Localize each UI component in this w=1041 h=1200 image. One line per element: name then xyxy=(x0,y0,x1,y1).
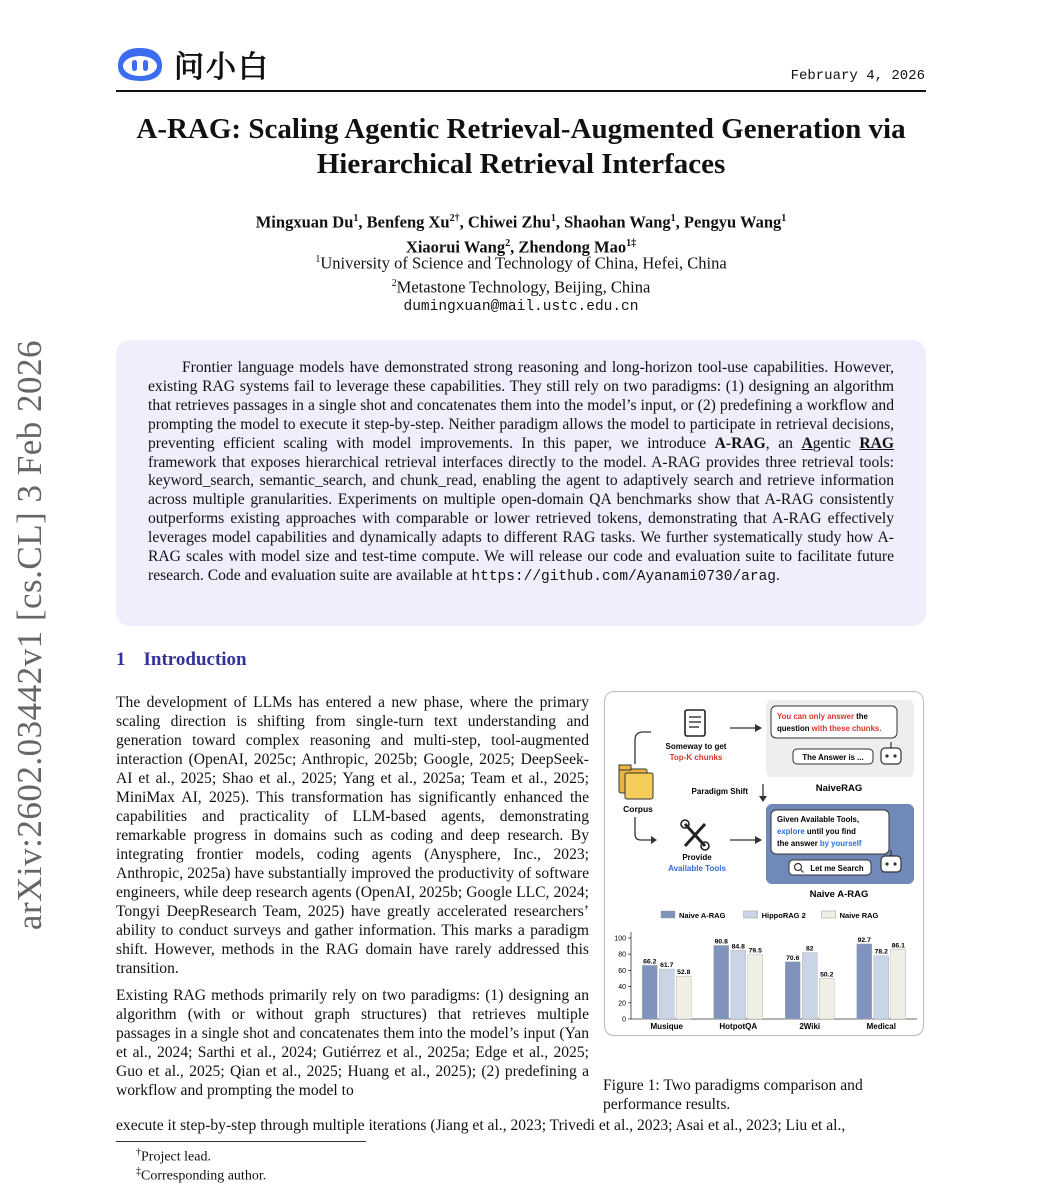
x-category-label: Medical xyxy=(866,1022,896,1031)
abstract-box xyxy=(116,340,926,626)
author-name: Xiaorui Wang xyxy=(405,237,506,256)
author-name: Benfeng Xu xyxy=(366,212,450,232)
bar xyxy=(714,945,729,1019)
bar xyxy=(857,944,872,1019)
figure-svg xyxy=(605,692,925,1037)
bar-value-label: 50.2 xyxy=(820,971,834,979)
author-name: Pengyu Wang xyxy=(683,212,782,232)
footnote-mark: † xyxy=(136,1147,141,1158)
bar-value-label: 66.2 xyxy=(643,958,657,966)
bar-value-label: 86.1 xyxy=(891,942,905,950)
section-title: Introduction xyxy=(143,649,247,670)
agentic-bubble-line1: Given Available Tools, xyxy=(777,815,860,824)
footnote-text: Corresponding author. xyxy=(141,1168,267,1184)
code-url-link[interactable]: https://github.com/Ayanami0730/arag xyxy=(471,568,776,585)
contact-email: dumingxuan@mail.ustc.edu.cn xyxy=(403,299,639,315)
bar xyxy=(642,965,657,1019)
agentic-bubble-line2: explore until you find xyxy=(777,827,856,836)
y-tick-label: 100 xyxy=(614,935,626,943)
abstract-part: framework that exposes hierarchical retrieval interfaces directly to the model. A-RAG provides three retrieval tools: keyword_search, semantic_search, and chunk_read, enabling the agent to adaptively search and retrieve information across multiple granularities. Experiments on multiple open-domain QA benchmarks show that A-RAG consistently outperforms existing approaches with comparable or lower retrieved tokens, demonstrating that A-RAG effectively leverages model capabilities and dynamically adapts to different RAG tasks. We further systematically study how A-RAG scales with model size and test-time compute. We will release our code and evaluation suite to facilitate future research. Code and evaluation suite are available at xyxy=(148,453,894,584)
affiliation-sup: 2 xyxy=(391,277,397,289)
bar-value-label: 79.5 xyxy=(748,947,762,955)
bar-value-label: 92.7 xyxy=(857,936,871,944)
corpus-label: Corpus xyxy=(623,804,653,814)
bar-value-label: 84.8 xyxy=(731,943,745,951)
author-sup: 2 xyxy=(505,237,511,249)
logo-mark-icon xyxy=(116,44,164,84)
author-name: Zhendong Mao xyxy=(518,237,627,256)
paper-title xyxy=(116,112,926,182)
author-line-1: Mingxuan Du$^1$, Benfeng $Xu^{2\dagger}$, Chiwei Zhu$^1$, Shaohan Wang$^1$, Pengyu Wang$^1$ xyxy=(255,212,787,232)
document-icon xyxy=(685,710,705,736)
tools-line1: Provide xyxy=(682,853,712,862)
author-sup: 1 xyxy=(550,213,556,224)
bar-value-label: 78.2 xyxy=(874,948,888,956)
section-number: 1 xyxy=(116,649,126,670)
legend-label: Naive RAG xyxy=(839,911,879,920)
paradigm-shift-label: Paradigm Shift xyxy=(691,787,748,796)
agentic-search-text: Let me Search xyxy=(810,864,864,873)
y-tick-label: 80 xyxy=(618,951,626,959)
agentic-bubble-line3: the answer by yourself xyxy=(777,839,862,848)
footnote-2 xyxy=(136,1166,266,1185)
arxiv-stamp: arXiv:2602.03442v1 [cs.CL] 3 Feb 2026 xyxy=(10,339,49,931)
tools-icon xyxy=(681,820,709,850)
body-paragraph-1: The development of LLMs has entered a new phase, where the primary scaling direction is shifting from single-turn text understanding and generation toward complex reasoning and multi-step, tool-augmented interaction (OpenAI, 2025c; Anthropic, 2025b; Google, 2025; DeepSeek-AI et al., 2025; Shao et al., 2025; Yang et al., 2025a; Team et al., 2025; MiniMax AI, 2025). This transformation has significantly enhanced the capabilities and practicality of LLM-based agents, demonstrating remarkable progress in domains such as coding and deep research. By integrating frontier models, coding agents (Anysphere, Inc., 2023; Anthropic, 2025a) have substantially improved the productivity of software engineers, while deep research agents (OpenAI, 2025b; Google LLC, 2024; Tongyi DeepResearch Team, 2025) have greatly accelerated researchers’ ability to conduct surveys and gather information. This marks a paradigm shift. However, methods in the RAG domain have rarely addressed this transition. xyxy=(116,694,589,977)
corpus-folder-icon xyxy=(619,765,653,799)
naive-bubble-line1: You can only answer the xyxy=(777,712,868,721)
bar-value-label: 90.8 xyxy=(714,938,728,946)
author-sup: 2† xyxy=(449,213,460,224)
naive-rag-label: NaiveRAG xyxy=(815,783,863,794)
bar-value-label: 82 xyxy=(805,945,814,953)
abstract-part: Frontier language models have demonstrated strong reasoning and long-horizon tool-use capabilities. However, existing RAG systems fail to leverage these capabilities. They still rely on two paradigms: (1) designing an algorithm that retrieves passages in a single shot and concatenates them into the model’s input, or (2) predefining a workflow and prompting the model to execute it step-by-step. Neither paradigm allows the model to participate in retrieval decisions, preventing efficient scaling with model improvements. In this paper, we introduce xyxy=(148,359,894,452)
y-tick-label: 20 xyxy=(618,1000,626,1008)
legend-swatch xyxy=(661,911,675,918)
title-line-2: Hierarchical Retrieval Interfaces xyxy=(316,148,726,180)
footnote-mark: ‡ xyxy=(136,1166,141,1177)
affiliation-2 xyxy=(116,274,926,298)
app-logo xyxy=(116,44,270,84)
affiliation-text: Metastone Technology, Beijing, China xyxy=(396,277,651,296)
bar-value-label: 61.7 xyxy=(660,962,674,970)
author-name: Chiwei Zhu xyxy=(467,212,551,232)
bar xyxy=(891,949,906,1019)
bar xyxy=(659,969,674,1019)
bar xyxy=(819,978,834,1019)
author-line-2: Xiaorui Wang$^2$, Zhendong Mao$^{1\ddagger}$ xyxy=(405,237,637,256)
bar xyxy=(731,950,746,1019)
author-sup: 1‡ xyxy=(626,237,637,249)
author-sup: 1 xyxy=(670,213,676,224)
bar xyxy=(785,962,800,1019)
legend-swatch xyxy=(822,911,836,918)
abstract-method-name: A-RAG xyxy=(714,434,766,452)
author-sup: 1 xyxy=(781,213,787,224)
tools-line2: Available Tools xyxy=(668,864,726,873)
header-date: February 4, 2026 xyxy=(790,68,925,84)
bar xyxy=(748,955,763,1019)
abstract-part: . xyxy=(775,566,780,584)
x-category-label: HotpotQA xyxy=(719,1022,758,1031)
title-line-1: A-RAG: Scaling Agentic Retrieval-Augmented Generation via xyxy=(136,113,906,145)
affiliations xyxy=(116,250,926,317)
abstract-text xyxy=(148,359,894,587)
body-left-column xyxy=(116,693,589,1108)
figure-caption: Figure 1: Two paradigms comparison and performance results. xyxy=(603,1077,863,1113)
bar xyxy=(676,976,691,1019)
figure-1 xyxy=(604,691,924,1036)
author-name: Mingxuan Du xyxy=(255,212,354,232)
y-tick-label: 60 xyxy=(618,967,626,975)
body-paragraph-2: Existing RAG methods primarily rely on two paradigms: (1) designing an algorithm (with or without graph structures) that retrieves multiple passages in a single shot and concatenates them into the model’s input (Yan et al., 2024; Sarthi et al., 2024; Gutiérrez et al., 2025a; Edge et al., 2025; Guo et al., 2025; Qian et al., 2025; Huang et al., 2025); (2) predefining a workflow and prompting the model to xyxy=(116,987,589,1099)
author-sup: 1 xyxy=(353,213,359,224)
author-name: Shaohan Wang xyxy=(564,212,671,232)
affiliation-sup: 1 xyxy=(315,254,321,265)
abstract-part: gentic xyxy=(812,434,860,452)
agentic-rag-label: Naive A-RAG xyxy=(809,889,869,900)
performance-bar-chart xyxy=(614,911,917,1031)
abstract-agentic-initial: A xyxy=(801,434,813,452)
bar xyxy=(874,956,889,1019)
body-wide-line: execute it step-by-step through multiple iterations (Jiang et al., 2023; Trivedi et al., 2023; Asai et al., 2023; Liu et al., xyxy=(116,1117,846,1134)
legend-swatch xyxy=(744,911,758,918)
abstract-part: , an xyxy=(765,434,802,452)
y-tick-label: 40 xyxy=(618,984,626,992)
top-path-line1: Someway to get xyxy=(665,742,727,751)
logo-text: 问小白 xyxy=(174,50,270,85)
legend-label: Naive A-RAG xyxy=(679,911,726,920)
x-category-label: 2Wiki xyxy=(799,1022,821,1031)
x-category-label: Musique xyxy=(650,1022,683,1031)
header-divider xyxy=(116,90,926,92)
section-heading xyxy=(116,649,265,671)
bar-value-label: 52.8 xyxy=(677,969,691,977)
bar xyxy=(802,953,817,1019)
bar-value-label: 70.6 xyxy=(786,954,800,962)
y-tick-label: 0 xyxy=(622,1016,626,1024)
abstract-rag-term: RAG xyxy=(859,434,895,452)
affiliation-1 xyxy=(116,250,926,274)
top-path-line2: Top-K chunks xyxy=(669,753,723,762)
affiliation-text: University of Science and Technology of China, Hefei, China xyxy=(320,253,727,273)
footnote-text: Project lead. xyxy=(141,1149,211,1165)
naive-answer-text: The Answer is ... xyxy=(802,753,864,762)
naive-bubble-line2: question with these chunks. xyxy=(777,724,882,733)
footnote-1 xyxy=(136,1147,211,1166)
footnote-divider xyxy=(116,1141,366,1142)
legend-label: HippoRAG 2 xyxy=(761,911,806,920)
